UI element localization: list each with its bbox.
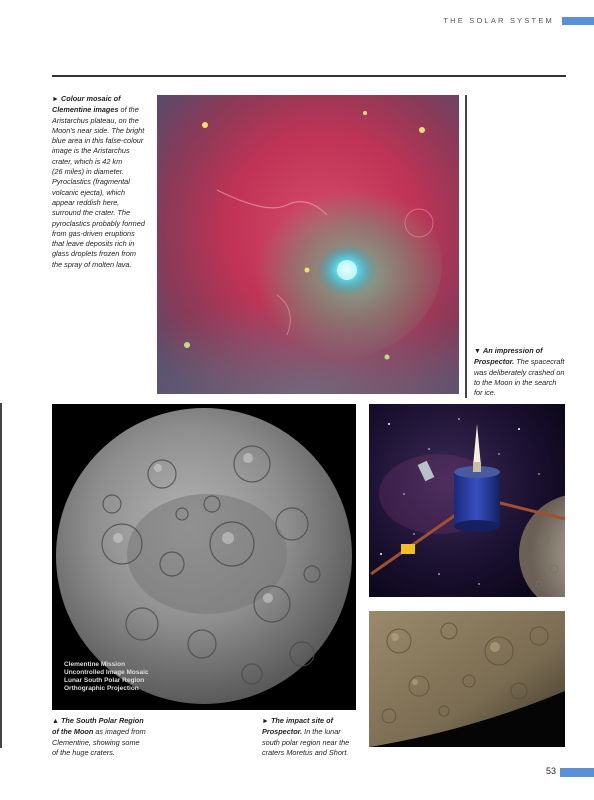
caption-line: volcanic ejecta), which: [52, 187, 126, 197]
caption-text: of the: [118, 105, 139, 115]
impact-site-svg: [369, 611, 565, 747]
map-legend-line: Orthographic Projection: [64, 685, 139, 692]
caption-line: Clementine, showing some: [52, 737, 140, 747]
caption-bold-line: Colour mosaic of: [60, 94, 121, 103]
caption-arrow-up: ▲: [52, 718, 59, 725]
caption-arrow-right: ►: [262, 718, 269, 725]
caption-arrow-down: ▼: [474, 348, 481, 355]
caption-line: Aristarchus plateau, on the: [52, 115, 139, 125]
caption-aristarchus: [52, 94, 156, 270]
caption-impact-site: [262, 716, 382, 758]
impact-site-image: [369, 611, 565, 747]
vertical-rule: [465, 95, 467, 398]
footer-accent-bar: [560, 768, 594, 777]
page-number: 53: [545, 766, 556, 776]
caption-bold-line: of the Moon: [52, 727, 94, 737]
caption-line: was deliberately crashed on: [474, 367, 565, 377]
caption-line: for ice.: [474, 388, 496, 398]
caption-line: surround the crater. The: [52, 208, 131, 218]
aristarchus-mosaic-svg: [157, 95, 459, 394]
caption-prospector: [474, 346, 574, 398]
caption-line: blue area in this false-colour: [52, 136, 144, 146]
map-legend-line: Lunar South Polar Region: [64, 677, 145, 684]
map-legend-line: Uncontrolled Image Mosaic: [64, 669, 149, 676]
caption-bold-line: Clementine images: [52, 105, 119, 115]
caption-line: that leave deposits rich in: [52, 239, 135, 249]
south-polar-map-svg: [52, 404, 356, 710]
caption-south-pole: [52, 716, 192, 758]
header-accent-bar: [562, 17, 594, 25]
caption-line: crater, which is 42 km: [52, 156, 123, 166]
aristarchus-mosaic-image: [157, 95, 459, 394]
south-polar-map-image: [52, 404, 356, 710]
caption-line: the spray of molten lava.: [52, 259, 132, 269]
caption-line: of the huge craters.: [52, 747, 115, 757]
caption-line: (26 miles) in diameter.: [52, 167, 124, 177]
header-rule: [52, 75, 566, 77]
caption-line: to the Moon in the search: [474, 377, 557, 387]
map-legend-line: Clementine Mission: [64, 661, 126, 668]
caption-line: south polar region near the: [262, 737, 350, 747]
caption-line: glass droplets frozen from: [52, 249, 136, 259]
caption-line: image is the Aristarchus: [52, 146, 130, 156]
caption-line: craters Moretus and Short.: [262, 747, 349, 757]
caption-line: Moon's near side. The bright: [52, 125, 145, 135]
caption-bold-line: The impact site of: [270, 716, 334, 725]
caption-bold-line: Prospector.: [474, 357, 515, 367]
caption-line: pyroclastics probably formed: [52, 218, 145, 228]
caption-line: Pyroclastics (fragmental: [52, 177, 130, 187]
caption-text: as imaged from: [93, 727, 146, 737]
caption-bold-line: The South Polar Region: [60, 716, 144, 725]
caption-bold-line: An impression of: [482, 346, 543, 355]
prospector-impression-svg: [369, 404, 565, 597]
vertical-rule: [0, 403, 2, 748]
caption-text: The spacecraft: [514, 357, 565, 367]
section-title: THE SOLAR SYSTEM: [443, 16, 554, 25]
prospector-impression-image: [369, 404, 565, 597]
caption-line: from gas-driven eruptions: [52, 228, 135, 238]
caption-bold-line: Prospector.: [262, 727, 303, 737]
caption-arrow-right: ►: [52, 96, 59, 103]
caption-text: In the lunar: [302, 727, 341, 737]
caption-line: appear reddish here,: [52, 197, 120, 207]
